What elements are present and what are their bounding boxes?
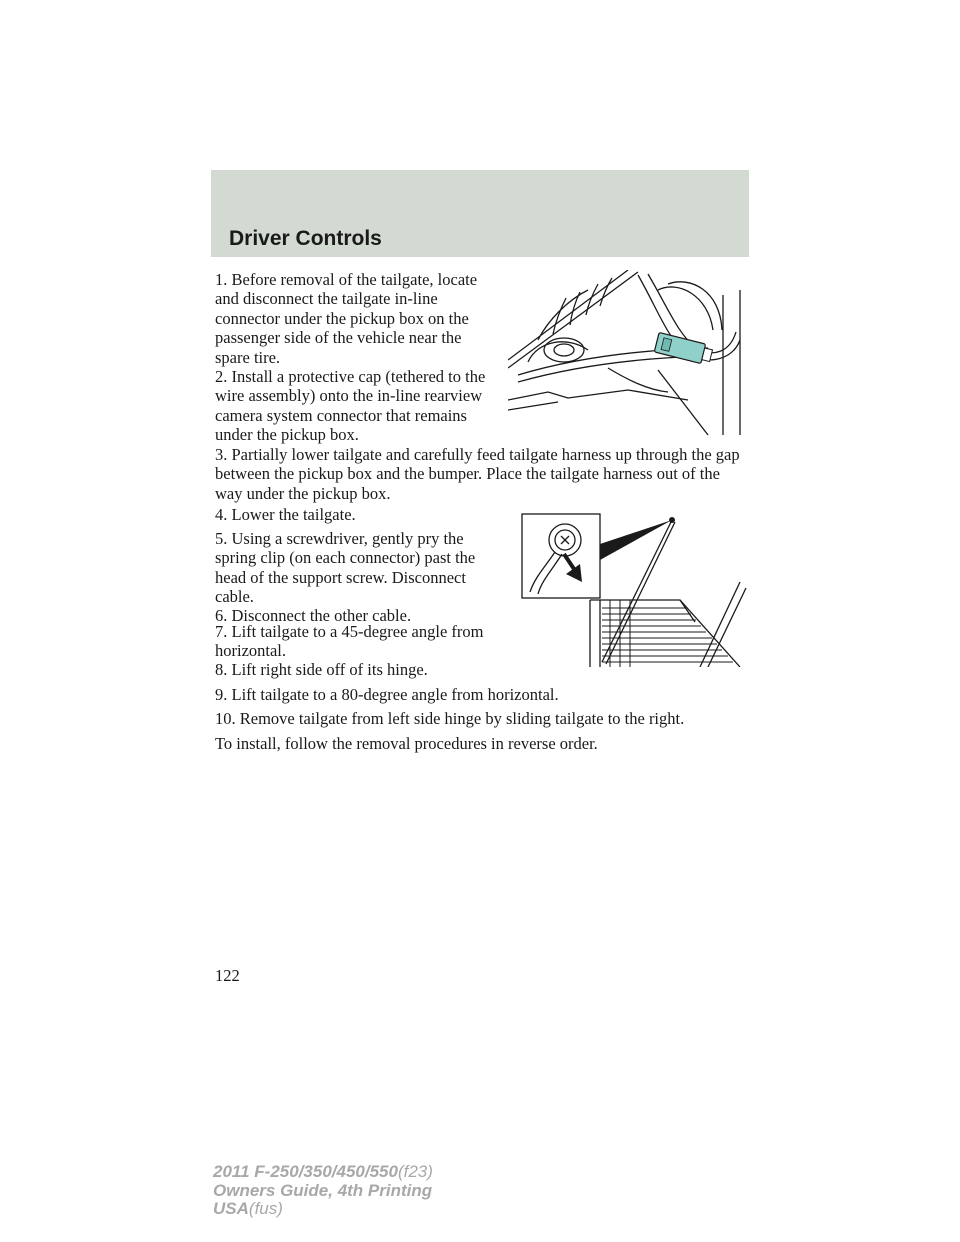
closing-note: To install, follow the removal procedures in reverse order. <box>215 734 598 753</box>
document-footer <box>213 1163 433 1219</box>
footer-line-1 <box>213 1163 433 1182</box>
step-6: 6. Disconnect the other cable. <box>215 606 412 625</box>
footer-model-code: (f23) <box>397 1162 433 1181</box>
step-4: 4. Lower the tailgate. <box>215 505 356 524</box>
step-8: 8. Lift right side off of its hinge. <box>215 660 428 679</box>
connector-illustration <box>508 270 748 440</box>
step-5: 5. Using a screwdriver, gently pry the spring clip (on each connector) past the head of the support screw. Disconnect cable. <box>215 529 476 607</box>
footer-edition: Owners Guide, 4th Printing <box>213 1180 433 1200</box>
footer-line-3 <box>213 1200 433 1219</box>
section-header <box>211 170 749 257</box>
step-9: 9. Lift tailgate to a 80-degree angle from horizontal. <box>215 685 559 704</box>
step-2: 2. Install a protective cap (tethered to the wire assembly) onto the in-line rearview camera system connector that remains under the pickup box. <box>215 367 486 445</box>
step-1: 1. Before removal of the tailgate, locate and disconnect the tailgate in-line connector under the pickup box on the passenger side of the vehicle near the spare tire. <box>215 270 478 367</box>
footer-model: 2011 F-250/350/450/550 <box>213 1162 398 1181</box>
footer-line-2 <box>213 1182 433 1201</box>
tailgate-cable-illustration <box>520 512 748 667</box>
page-number: 122 <box>215 966 240 985</box>
footer-market-code: (fus) <box>248 1199 283 1218</box>
step-3: 3. Partially lower tailgate and carefully feed tailgate harness up through the gap between the pickup box and the bumper. Place the tailgate harness out of the way under the pickup box. <box>215 445 740 503</box>
step-10: 10. Remove tailgate from left side hinge by sliding tailgate to the right. <box>215 709 685 728</box>
connector-highlight <box>654 332 713 365</box>
step-7: 7. Lift tailgate to a 45-degree angle from horizontal. <box>215 622 484 661</box>
section-title: Driver Controls <box>229 227 382 250</box>
footer-market: USA <box>213 1199 249 1218</box>
